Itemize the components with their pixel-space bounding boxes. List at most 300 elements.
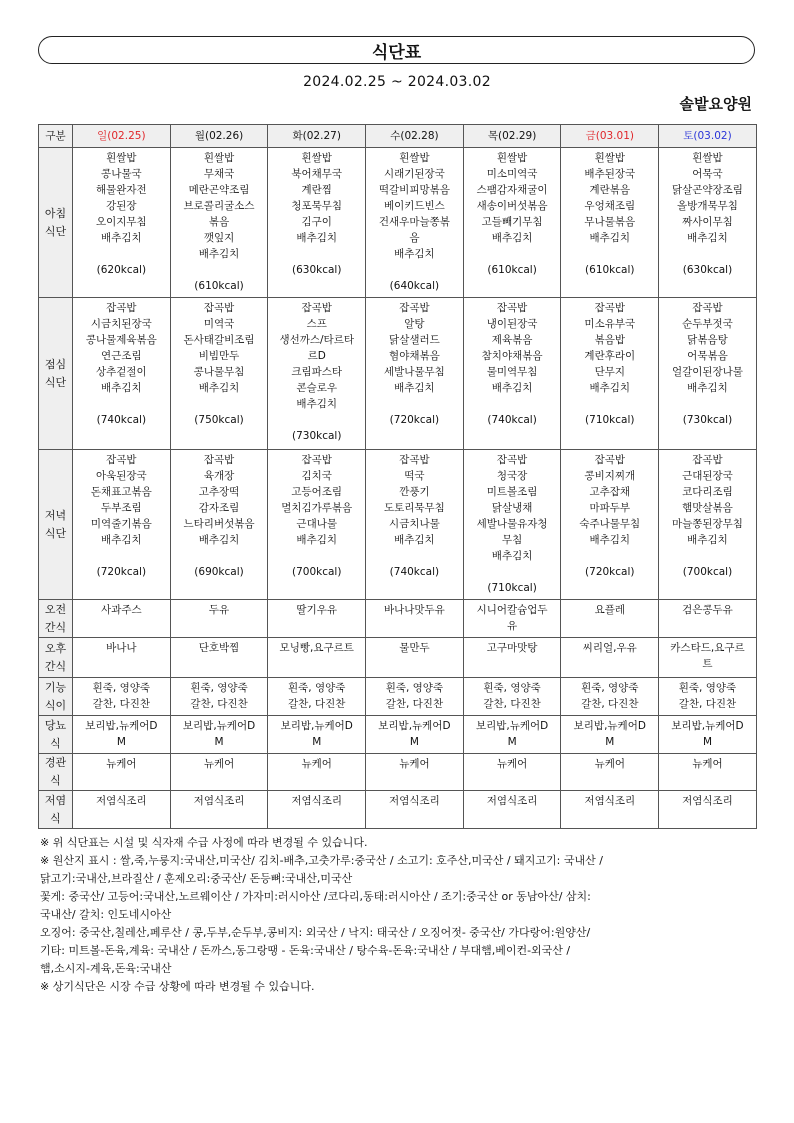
menu-item: 카스타드,요구르 [670,642,745,654]
note-line: 햄,소시지-계육,돈육:국내산 [40,962,172,975]
menu-item: 트 [702,658,713,670]
note-line: ※ 위 식단표는 시설 및 식자재 수급 사정에 따라 변경될 수 있습니다. [40,836,368,849]
menu-item: 보리밥,뉴케어D [182,720,256,732]
menu-item: 저염식조리 [193,795,245,807]
menu-item: 요플레 [594,604,625,616]
row-label-text: 식이 [44,698,67,712]
note-line: 기타: 미트볼-돈육,계육: 국내산 / 돈까스,동그랑땡 - 돈육:국내산 / 탕수육-돈육:국내산 / 부대햄,베이컨-외국산 / [40,944,571,957]
day-header-sun: 일(02.25) [73,125,171,148]
menu-item: 흰쌀밥 [496,152,528,164]
meal-cell [463,450,561,600]
menu-item: 콩나물제육볶음 [85,334,157,346]
row-label-text: 오전 [44,602,67,616]
menu-item: 잡곡밥 [203,302,235,314]
menu-item: 배추된장국 [584,168,636,180]
menu-item: 잡곡밥 [106,454,137,466]
row-label-text: 간식 [44,659,67,673]
menu-item: 시래기된장국 [383,168,445,180]
snack-cell [463,754,561,791]
menu-item: 마늘쫑된장무침 [671,518,743,530]
row-label-text: 당뇨 [44,718,67,732]
menu-item: 올방개묵무침 [677,200,738,212]
menu-item: 보리밥,뉴케어D [378,720,451,732]
day-header-wed: 수(02.28) [366,125,464,148]
menu-item: 보리밥,뉴케어D [671,720,744,732]
meal-cell [561,298,659,450]
snack-cell [268,638,366,678]
menu-item: 미트볼조림 [486,486,538,498]
snack-cell [366,754,464,791]
row-label-diabetic [39,716,73,754]
menu-item: 육개장 [203,470,235,482]
row-tube [39,754,757,791]
note-line: 닭고기:국내산,브라질산 / 훈제오리:중국산/ 돈등뼈:국내산,미국산 [40,872,353,885]
menu-item: 저염식조리 [486,795,538,807]
menu-item: 흰쌀밥 [399,152,430,164]
menu-item: 메란곤약조림 [188,184,250,196]
row-functional [39,678,757,716]
menu-item: 청국장 [496,470,528,482]
calorie-label: (730kcal) [682,414,733,426]
menu-item: 미역국 [203,318,235,330]
snack-cell [659,754,757,791]
snack-cell [268,754,366,791]
calorie-label: (690kcal) [194,566,244,578]
menu-item: M [312,736,322,748]
menu-item: 배추김치 [394,248,435,260]
note-line: 오징어: 중국산,칠레산,페루산 / 콩,두부,순두부,콩비지: 외국산 / 낙지: 태국산 / 오징어젓- 중국산/ 가다랑어:원양산/ [40,926,591,939]
note-line: 꽃게: 중국산/ 고등어:국내산,노르웨이산 / 가자미:러시아산 /코다리,동태:러시아산 / 조기:중국산 or 동남아산/ 삼치: [40,890,591,903]
menu-item: 흰쌀밥 [203,152,235,164]
menu-item: 잡곡밥 [203,454,235,466]
meal-cell [659,298,757,450]
row-label-text: 간식 [44,620,67,634]
menu-item: 미소미역국 [486,168,538,180]
menu-item: 잡곡밥 [496,302,528,314]
menu-item: 뉴케어 [106,758,137,770]
calorie-label: (740kcal) [96,414,147,426]
row-label-text: 저녁 [44,508,67,522]
meal-cell [366,148,464,298]
day-header-row [39,125,757,148]
menu-item: 르D [307,350,326,362]
snack-cell [366,678,464,716]
menu-item: 세발나물무침 [383,366,445,378]
row-label-text: 기능 [44,680,67,694]
menu-item: 흰죽, 영양죽 [483,682,541,694]
menu-item: 크림파스타 [291,366,343,378]
menu-item: 강된장 [106,200,137,212]
row-label-am-snack [39,600,73,638]
menu-item: 알탕 [404,318,425,330]
menu-item: 흰죽, 영양죽 [92,682,151,694]
day-header-thu: 목(02.29) [463,125,561,148]
menu-item: 감자조림 [198,502,240,514]
menu-item: 김치국 [301,470,332,482]
menu-item: 저염식조리 [389,795,440,807]
menu-item: 두부조림 [101,502,142,514]
menu-item: 물만두 [399,642,430,654]
menu-item: 김구이 [301,216,332,228]
menu-item: 뉴케어 [692,758,723,770]
meal-cell [170,298,268,450]
menu-item: 배추김치 [687,382,728,394]
menu-item: 시금치된장국 [90,318,152,330]
snack-cell [170,791,268,829]
snack-cell [73,678,171,716]
menu-item: 깻잎지 [203,232,235,244]
calorie-label: (610kcal) [194,280,244,292]
meal-cell [561,450,659,600]
menu-item: 갈찬, 다진찬 [92,698,151,710]
row-am-snack [39,600,757,638]
menu-item: 볶음 [208,216,230,228]
menu-item: 배추김치 [491,382,533,394]
snack-cell [170,754,268,791]
menu-item: 어묵볶음 [687,350,728,362]
row-low-salt [39,791,757,829]
snack-cell [73,716,171,754]
meal-cell [268,148,366,298]
menu-item: 흰죽, 영양죽 [678,682,737,694]
menu-item: 깐풍기 [399,486,430,498]
row-label-text: 식 [50,774,61,787]
menu-item: 연근조림 [101,350,142,362]
menu-title-box [38,36,755,64]
menu-table [38,124,757,829]
meal-cell [170,450,268,600]
snack-cell [659,716,757,754]
menu-item: 우엉채조림 [584,200,636,212]
menu-item: 닭살샐러드 [389,334,440,346]
row-label-text: 점심 [44,357,67,371]
snack-cell [561,678,659,716]
menu-item: 갈찬, 다진찬 [581,698,639,710]
menu-item: 배추김치 [296,398,337,410]
snack-cell [268,600,366,638]
calorie-label: (610kcal) [487,264,537,276]
meal-cell [366,298,464,450]
facility-name: 솔밭요양원 [679,95,752,113]
notes-section [40,834,760,996]
menu-item: 아욱된장국 [95,470,147,482]
menu-item: 브로콜리굴소스 [183,200,255,212]
calorie-label: (750kcal) [194,414,244,426]
menu-item: 순두부젓국 [682,318,733,330]
menu-item: 흰죽, 영양죽 [581,682,639,694]
menu-item: 사과주스 [101,604,142,616]
row-diabetic [39,716,757,754]
calorie-label: (700kcal) [291,566,342,578]
calorie-label: (710kcal) [487,582,537,594]
menu-item: 고추장떡 [198,486,240,498]
menu-item: 잡곡밥 [106,302,137,314]
menu-item: 비빔만두 [198,350,240,362]
menu-item: 잡곡밥 [301,302,332,314]
menu-item: 갈찬, 다진찬 [288,698,346,710]
menu-item: 코다리조림 [682,486,733,498]
snack-cell [366,638,464,678]
snack-cell [73,638,171,678]
menu-item: 배추김치 [687,232,728,244]
snack-cell [73,754,171,791]
menu-item: 잡곡밥 [594,454,625,466]
menu-item: 보리밥,뉴케어D [85,720,158,732]
meal-cell [73,450,171,600]
snack-cell [463,791,561,829]
menu-item: 물미역무침 [486,366,538,378]
menu-item: 배추김치 [589,382,631,394]
menu-item: 딸기우유 [296,604,337,616]
snack-cell [463,638,561,678]
menu-item: 저염식조리 [95,795,147,807]
menu-item: 햄맛살볶음 [682,502,733,514]
menu-item: 모닝빵,요구르트 [279,642,354,654]
row-label-low-salt [39,791,73,829]
menu-item: 갈찬, 다진찬 [385,698,444,710]
menu-item: 미역줄기볶음 [90,518,152,530]
menu-item: 뉴케어 [399,758,430,770]
row-pm-snack [39,638,757,678]
menu-item: 건새우마늘쫑볶 [378,216,450,228]
menu-item: 흰죽, 영양죽 [385,682,444,694]
snack-cell [561,600,659,638]
menu-item: 유 [507,620,518,632]
meal-cell [73,148,171,298]
menu-item: 냉이된장국 [486,318,538,330]
menu-item: 닭볶음탕 [687,334,728,346]
snack-cell [268,678,366,716]
menu-item: 돈사태갈비조림 [183,334,255,346]
row-label-text: 오후 [44,641,67,655]
menu-item: 콩비지찌개 [584,470,636,482]
calorie-label: (740kcal) [389,566,440,578]
row-label-text: 식 [50,811,61,825]
menu-item: 흰죽, 영양죽 [190,682,248,694]
calorie-label: (700kcal) [682,566,733,578]
row-label-text: 식 [50,736,61,750]
row-label-text: 저염 [44,793,67,807]
calorie-label: (630kcal) [682,264,733,276]
menu-item: 뉴케어 [496,758,528,770]
day-header-tue: 화(02.27) [268,125,366,148]
meal-cell [268,450,366,600]
menu-item: 배추김치 [394,534,435,546]
snack-cell [366,600,464,638]
menu-item: 갈찬, 다진찬 [678,698,737,710]
menu-item: 혐야채볶음 [389,350,440,362]
menu-item: 저염식조리 [682,795,733,807]
menu-item: 해물완자전 [95,184,147,196]
day-header-mon: 월(02.26) [170,125,268,148]
row-label-text: 식단 [44,526,67,540]
menu-item: 얼갈이된장나물 [671,366,743,378]
snack-cell [170,600,268,638]
menu-item: 시니어칼슘업두 [476,604,548,616]
snack-cell [659,678,757,716]
menu-item: 미소유부국 [584,318,636,330]
calorie-label: (720kcal) [389,414,440,426]
calorie-label: (710kcal) [585,414,635,426]
menu-item: 마파두부 [589,502,631,514]
snack-cell [561,754,659,791]
menu-item: 제육볶음 [491,334,533,346]
menu-item: 베이키드빈스 [383,200,445,212]
menu-item: 고추잡채 [589,486,631,498]
menu-item: 스팸감자채굴이 [476,184,548,196]
menu-item: 생선까스/타르타 [279,334,354,346]
menu-item: 콩나물무침 [193,366,245,378]
note-line: ※ 상기식단은 시장 수급 상황에 따라 변경될 수 있습니다. [40,980,315,993]
snack-cell [659,600,757,638]
menu-item: 계란찜 [301,184,332,196]
menu-item: 바나나맛두유 [383,604,445,616]
row-breakfast [39,148,757,298]
meal-cell [463,148,561,298]
menu-item: 배추김치 [491,232,533,244]
menu-item: M [214,736,224,748]
corner-label: 구분 [39,125,73,148]
note-line: ※ 원산지 표시 : 쌀,죽,누룽지:국내산,미국산/ 김치-배추,고춧가루:중국산 / 소고기: 호주산,미국산 / 돼지고기: 국내산 / [40,854,603,867]
menu-item: M [409,736,419,748]
page-title: 식단표 [371,42,422,63]
meal-cell [463,298,561,450]
menu-item: 계란볶음 [589,184,631,196]
menu-item: 잡곡밥 [692,454,723,466]
menu-item: 돈채표고볶음 [90,486,152,498]
meal-cell [659,450,757,600]
meal-cell [366,450,464,600]
menu-item: 잡곡밥 [692,302,723,314]
menu-item: 배추김치 [589,534,631,546]
row-label-text: 식단 [44,224,67,238]
menu-item: 볶음밥 [594,334,625,346]
menu-item: 상추겉절이 [95,366,147,378]
snack-cell [268,716,366,754]
menu-item: 흰쌀밥 [692,152,723,164]
snack-cell [561,716,659,754]
calorie-label: (730kcal) [291,430,342,442]
menu-item: 새송이버섯볶음 [476,200,548,212]
menu-item: 바나나 [106,642,137,654]
calorie-label: (620kcal) [96,264,147,276]
calorie-label: (720kcal) [585,566,635,578]
calorie-label: (720kcal) [96,566,147,578]
menu-item: 잡곡밥 [301,454,332,466]
menu-item: 배추김치 [101,232,142,244]
day-header-fri: 금(03.01) [561,125,659,148]
menu-item: 떡국 [404,470,425,482]
row-label-text: 식단 [44,375,67,389]
menu-item: 뉴케어 [301,758,332,770]
snack-cell [659,791,757,829]
snack-cell [561,638,659,678]
menu-item: 배추김치 [198,248,240,260]
menu-item: M [507,736,517,748]
menu-item: 단무지 [594,366,625,378]
menu-item: 배추김치 [394,382,435,394]
snack-cell [268,791,366,829]
menu-item: 스프 [306,318,327,330]
menu-item: M [116,736,126,748]
menu-item: 배추김치 [296,534,337,546]
menu-item: 무채국 [203,168,235,180]
snack-cell [170,716,268,754]
menu-item: 씨리얼,우유 [582,642,637,654]
snack-cell [463,678,561,716]
menu-item: 근대나물 [296,518,337,530]
menu-item: 배추김치 [198,382,240,394]
menu-item: 떡갈비피망볶음 [378,184,450,196]
row-lunch [39,298,757,450]
menu-item: 흰쌀밥 [301,152,332,164]
snack-cell [561,791,659,829]
snack-cell [170,678,268,716]
calorie-label: (610kcal) [585,264,635,276]
date-range: 2024.02.25 ~ 2024.03.02 [303,74,491,90]
menu-item: 배추김치 [101,534,142,546]
meal-cell [561,148,659,298]
menu-item: 흰죽, 영양죽 [288,682,346,694]
menu-item: 근대된장국 [682,470,733,482]
menu-item: 단호박찜 [198,642,240,654]
snack-cell [463,716,561,754]
calorie-label: (640kcal) [389,280,440,292]
menu-item: 잡곡밥 [399,454,430,466]
meal-cell [659,148,757,298]
menu-item: 보리밥,뉴케어D [280,720,353,732]
row-dinner [39,450,757,600]
menu-item: 참치야채볶음 [481,350,543,362]
menu-item: 닭살냉채 [491,502,533,514]
menu-item: 짜사이무침 [682,216,733,228]
menu-item: 음 [409,232,420,244]
snack-cell [659,638,757,678]
menu-item: 흰쌀밥 [106,152,137,164]
row-label-pm-snack [39,638,73,678]
menu-item: 무나물볶음 [584,216,636,228]
menu-item: 배추김치 [198,534,240,546]
menu-item: 고등어조림 [291,486,343,498]
menu-item: 갈찬, 다진찬 [190,698,248,710]
menu-item: 도토리묵무침 [383,502,445,514]
row-label-breakfast [39,148,73,298]
menu-item: 청포묵무침 [291,200,343,212]
menu-item: 무침 [501,534,523,546]
menu-item: 닭살곤약장조림 [671,184,743,196]
meal-cell [73,298,171,450]
calorie-label: (740kcal) [487,414,537,426]
row-label-dinner [39,450,73,600]
menu-item: 북어채무국 [291,168,343,180]
menu-item: 콩나물국 [101,168,142,180]
row-label-lunch [39,298,73,450]
menu-item: 검은콩두유 [682,604,733,616]
snack-cell [463,600,561,638]
menu-item: 배추김치 [589,232,631,244]
row-label-functional [39,678,73,716]
menu-item: 고구마맛탕 [486,642,538,654]
menu-item: 두유 [208,604,230,616]
row-label-text: 경관 [44,756,67,769]
menu-item: 저염식조리 [291,795,343,807]
menu-item: 시금치나물 [389,518,440,530]
menu-item: 잡곡밥 [594,302,625,314]
snack-cell [73,791,171,829]
meal-cell [268,298,366,450]
menu-item: 잡곡밥 [496,454,528,466]
meal-cell [170,148,268,298]
